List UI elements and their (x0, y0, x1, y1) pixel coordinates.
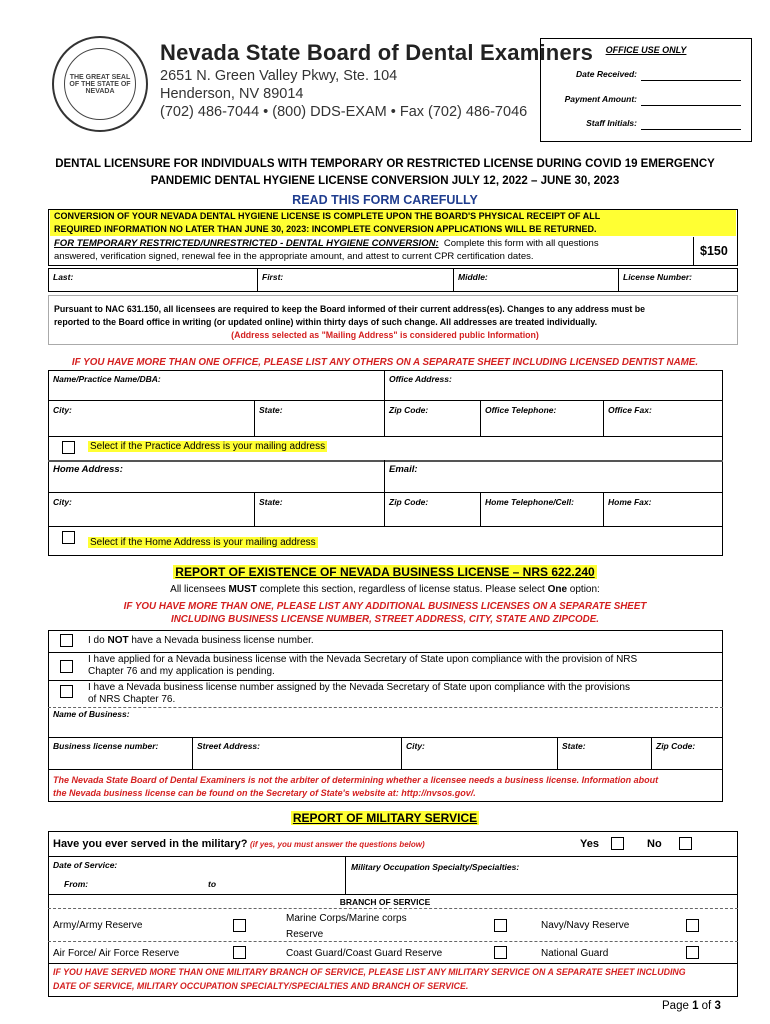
business-city-field[interactable]: City: (406, 741, 425, 751)
business-name-field[interactable]: Name of Business: (53, 709, 130, 719)
multiple-office-warning: IF YOU HAVE MORE THAN ONE OFFICE, PLEASE LIST ANY OTHERS ON A SEPARATE SHEET INCLUDING LICENSED DENTIST NAME. (71, 357, 699, 368)
license-number-field[interactable]: License Number: (623, 272, 692, 282)
business-license-intro: All licensees MUST complete this section, regardless of license status. Please select One option: (170, 584, 600, 595)
nac-text-line2: reported to the Board office in writing (or updated online) within thirty days of such change. All addresses are treated individually. (54, 317, 598, 327)
service-to-field[interactable]: to (208, 879, 217, 889)
form-title-line2: PANDEMIC DENTAL HYGIENE LICENSE CONVERSION JULY 12, 2022 – JUNE 30, 2023 (150, 175, 620, 187)
board-title: Nevada State Board of Dental Examiners (160, 40, 594, 65)
home-state-field[interactable]: State: (259, 497, 283, 507)
middle-name-field[interactable]: Middle: (458, 272, 488, 282)
staff-initials-field[interactable]: Staff Initials: (551, 118, 741, 130)
military-warning-line1: IF YOU HAVE SERVED MORE THAN ONE MILITARY BRANCH OF SERVICE, PLEASE LIST ANY MILITARY SERVICE ON A SEPARATE SHEET INCLUDING (53, 967, 686, 977)
military-no-label: No (647, 838, 662, 850)
office-telephone-field[interactable]: Office Telephone: (485, 405, 557, 415)
military-heading: REPORT OF MILITARY SERVICE (292, 811, 478, 825)
business-zip-field[interactable]: Zip Code: (656, 741, 696, 751)
office-city-field[interactable]: City: (53, 405, 72, 415)
no-business-license-label: I do NOT have a Nevada business license number. (88, 635, 314, 646)
read-carefully-heading: READ THIS FORM CAREFULLY (292, 193, 478, 207)
conversion-instructions-2: answered, verification signed, renewal fee in the appropriate amount, and attest to current CPR certification dates. (54, 251, 534, 262)
army-checkbox[interactable] (233, 919, 246, 932)
home-address-field[interactable]: Home Address: (53, 464, 123, 475)
board-address-line1: 2651 N. Green Valley Pkwy, Ste. 104 (160, 68, 398, 84)
fee-amount: $150 (700, 244, 728, 258)
payment-amount-field[interactable]: Payment Amount: (551, 94, 741, 106)
business-license-number-field[interactable]: Business license number: (53, 741, 159, 751)
last-name-field[interactable]: Last: (53, 272, 74, 282)
form-title-line1: DENTAL LICENSURE FOR INDIVIDUALS WITH TEMPORARY OR RESTRICTED LICENSE DURING COVID 19 EMERGENCY (55, 158, 715, 170)
airforce-checkbox[interactable] (233, 946, 246, 959)
nevada-state-seal (52, 36, 148, 132)
board-address-line2: Henderson, NV 89014 (160, 86, 304, 102)
applied-business-license-label: I have applied for a Nevada business license with the Nevada Secretary of State upon compliance with the provision of NRS Chapter 76 and my application is pending. (88, 654, 638, 677)
arbiter-note-line2: the Nevada business license can be found on the Secretary of State's website at: http://nvsos.gov/. (53, 788, 476, 798)
has-business-license-label: I have a Nevada business license number assigned by the Nevada Secretary of State upon compliance with the provisions of NRS Chapter 76. (88, 682, 630, 705)
office-address-field[interactable]: Office Address: (389, 374, 452, 384)
home-mailing-label: Select if the Home Address is your mailing address (90, 537, 316, 548)
business-street-field[interactable]: Street Address: (197, 741, 260, 751)
airforce-label: Air Force/ Air Force Reserve (53, 948, 180, 959)
home-city-field[interactable]: City: (53, 497, 72, 507)
office-fax-field[interactable]: Office Fax: (608, 405, 652, 415)
home-telephone-field[interactable]: Home Telephone/Cell: (485, 497, 574, 507)
seal-text: THE GREAT SEAL OF THE STATE OF NEVADA (64, 48, 136, 120)
arbiter-note-line1: The Nevada State Board of Dental Examiners is not the arbiter of determining whether a licensee needs a business license. Information about (53, 775, 659, 785)
practice-mailing-checkbox[interactable] (62, 441, 75, 454)
office-use-title: OFFICE USE ONLY (605, 45, 687, 55)
military-occupation-field[interactable]: Military Occupation Specialty/Specialties: (351, 862, 520, 872)
nac-text-line1: Pursuant to NAC 631.150, all licensees are required to keep the Board informed of their current address(es). Changes to any address must be (54, 304, 646, 314)
navy-checkbox[interactable] (686, 919, 699, 932)
army-label: Army/Army Reserve (53, 920, 143, 931)
conversion-notice: CONVERSION OF YOUR NEVADA DENTAL HYGIENE LICENSE IS COMPLETE UPON THE BOARD'S PHYSICAL RECEIPT OF ALL REQUIRED INFORMATION NO LATER THAN JUNE 30, 2023: INCOMPLETE CONVERSION APPLICATIONS WILL BE RETURNED. (50, 210, 736, 236)
board-phones: (702) 486-7044 • (800) DDS-EXAM • Fax (702) 486-7046 (160, 104, 528, 120)
date-of-service-label: Date of Service: (53, 860, 118, 870)
military-yes-checkbox[interactable] (611, 837, 624, 850)
national-guard-label: National Guard (541, 948, 609, 959)
military-question: Have you ever served in the military? (if yes, you must answer the questions below) (53, 838, 425, 850)
office-zip-field[interactable]: Zip Code: (389, 405, 429, 415)
mailing-address-public-note: (Address selected as "Mailing Address" is considered public Information) (231, 330, 539, 340)
marine-checkbox[interactable] (494, 919, 507, 932)
no-business-license-checkbox[interactable] (60, 634, 73, 647)
business-warning-line2: INCLUDING BUSINESS LICENSE NUMBER, STREET ADDRESS, CITY, STATE AND ZIPCODE. (170, 614, 599, 625)
email-field[interactable]: Email: (389, 464, 418, 475)
conversion-instructions: FOR TEMPORARY RESTRICTED/UNRESTRICTED - DENTAL HYGIENE CONVERSION: Complete this form with all questions (54, 238, 599, 249)
coastguard-checkbox[interactable] (494, 946, 507, 959)
coastguard-label: Coast Guard/Coast Guard Reserve (286, 948, 443, 959)
home-zip-field[interactable]: Zip Code: (389, 497, 429, 507)
applied-business-license-checkbox[interactable] (60, 660, 73, 673)
military-no-checkbox[interactable] (679, 837, 692, 850)
address-table (48, 370, 723, 556)
office-use-box (540, 38, 752, 142)
branch-of-service-heading: BRANCH OF SERVICE (339, 897, 431, 907)
practice-mailing-label: Select if the Practice Address is your mailing address (90, 441, 326, 452)
home-fax-field[interactable]: Home Fax: (608, 497, 652, 507)
military-yes-label: Yes (580, 838, 599, 850)
military-warning-line2: DATE OF SERVICE, MILITARY OCCUPATION SPECIALTY/SPECIALTIES AND BRANCH OF SERVICE. (53, 981, 469, 991)
practice-name-field[interactable]: Name/Practice Name/DBA: (53, 374, 161, 384)
home-mailing-checkbox[interactable] (62, 531, 75, 544)
business-warning-line1: IF YOU HAVE MORE THAN ONE, PLEASE LIST ANY ADDITIONAL BUSINESS LICENSES ON A SEPARATE SHEET (123, 601, 647, 612)
business-license-heading: REPORT OF EXISTENCE OF NEVADA BUSINESS LICENSE – NRS 622.240 (175, 565, 595, 579)
service-from-field[interactable]: From: (64, 879, 89, 889)
first-name-field[interactable]: First: (262, 272, 284, 282)
page-number: Page 1 of 3 (662, 1000, 721, 1012)
has-business-license-checkbox[interactable] (60, 685, 73, 698)
marine-label: Marine Corps/Marine corps Reserve (286, 913, 407, 940)
national-guard-checkbox[interactable] (686, 946, 699, 959)
business-state-field[interactable]: State: (562, 741, 586, 751)
office-state-field[interactable]: State: (259, 405, 283, 415)
navy-label: Navy/Navy Reserve (541, 920, 630, 931)
date-received-field[interactable]: Date Received: (551, 69, 741, 81)
